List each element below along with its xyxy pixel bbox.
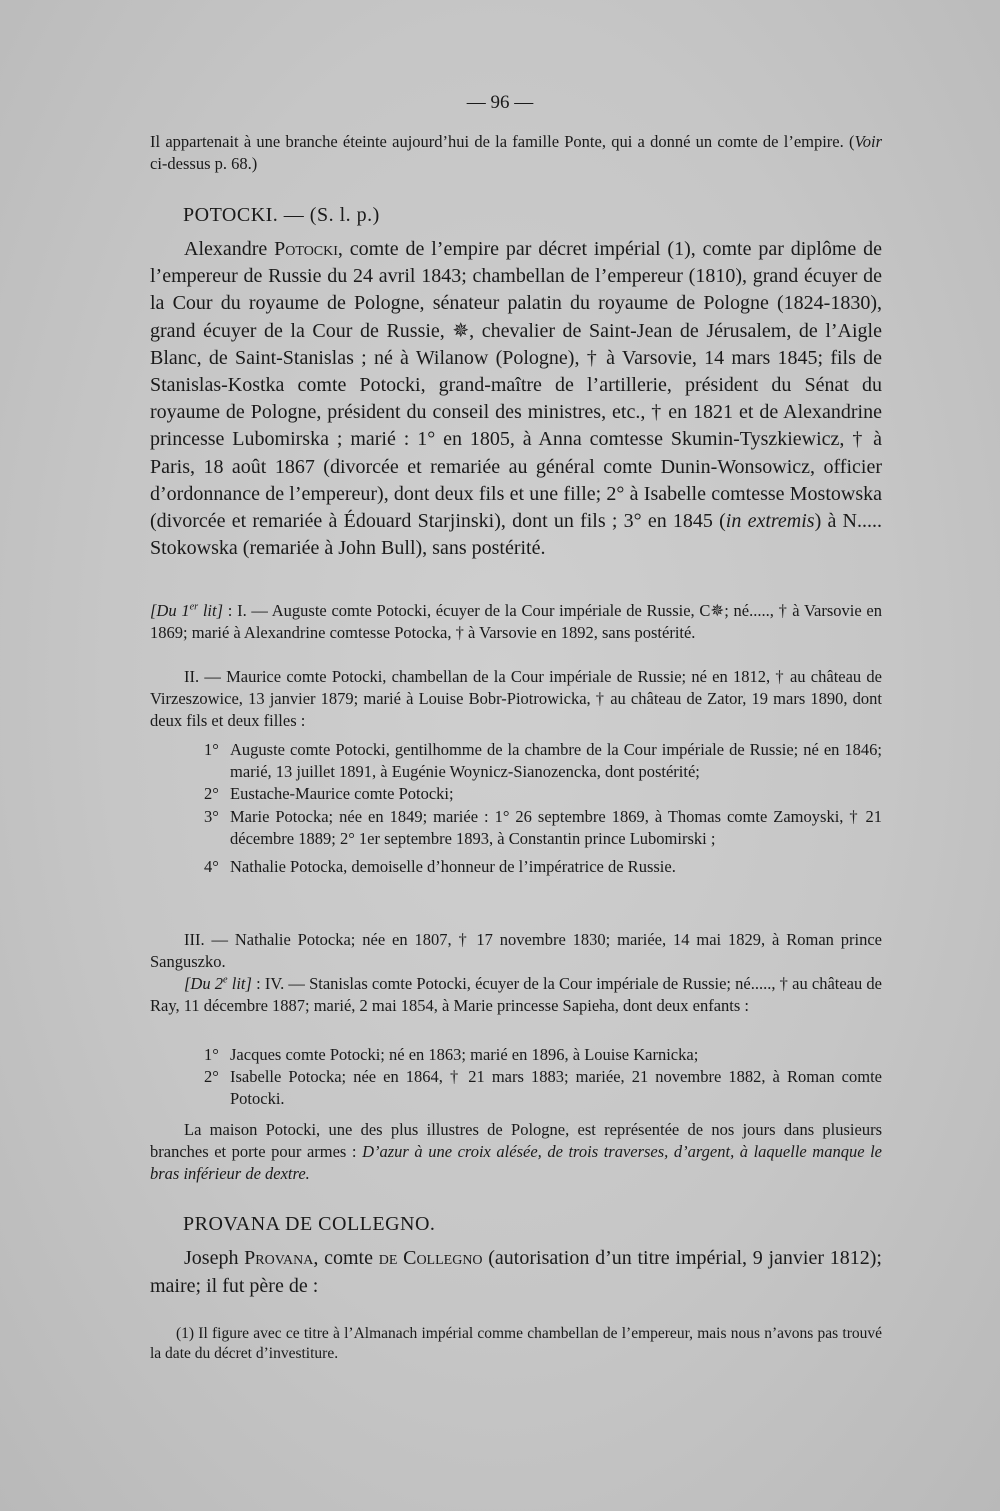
potocki-p1-c: ) à N..... Stokowska (remariée à John Bull), sans postérité. <box>150 510 882 560</box>
intro-text: Il appartenait à une branche éteinte aujourd’hui de la famille Ponte, qui a donné un comte de l’empire. ( <box>150 132 855 151</box>
intro-paragraph <box>150 131 882 175</box>
list-item: 1° Jacques comte Potocki; né en 1863; marié en 1896, à Louise Karnicka; <box>204 1045 699 1064</box>
arms-blazon: D’azur à une croix alésée, de trois traverses, d’argent, à laquelle manque le bras inférieur de dextre. <box>150 1142 882 1184</box>
son-1-text: : I. — Auguste comte Potocki, écuyer de la Cour impériale de Russie, C✵; né....., † à Varsovie en 1869; marié à Alexandrine comtesse Potocka, † à Varsovie en 1892, sans postérité. <box>150 601 882 643</box>
provana-title: de Collegno <box>378 1247 483 1269</box>
potocki-arms-paragraph <box>150 1119 882 1186</box>
intro-voir: Voir <box>854 132 882 151</box>
potocki-son-4 <box>150 973 882 1017</box>
potocki-heading: POTOCKI. — (S. l. p.) <box>183 204 380 226</box>
provana-main-paragraph <box>150 1245 882 1300</box>
list-item: 4° Nathalie Potocka, demoiselle d’honneur de l’impératrice de Russie. <box>204 857 676 877</box>
son-4-children-list <box>204 1044 882 1111</box>
list-item: 3° Marie Potocka; née en 1849; mariée : 1° 26 septembre 1869, à Thomas comte Zamoyski, † 21 décembre 1889; 2° 1er septembre 1893, à Constantin prince Lubomirski ; <box>204 806 882 848</box>
potocki-main-paragraph <box>150 236 882 562</box>
potocki-p1-b: , comte de l’empire par décret impérial (1), comte par diplôme de l’empereur de Russie du 24 avril 1843; chambellan de l’empereur (1810), grand écuyer de la Cour du royaume de Pologne, sénateur palatin du royaume de Pologne (1824-1830), grand écuyer de la Cour de Russie, ✵, chevalier de Saint-Jean de Jérusalem, de l’Aigle Blanc, de Saint-Stanislas ; né à Wilanow (Pologne), † à Varsovie, 14 mars 1845; fils de Stanislas-Kostka comte Potocki, grand-maître de l’artillerie, président du Sénat du royaume de Pologne, président du conseil des ministres, etc., † en 1821 et de Alexandrine princesse Lubomirska ; marié : 1° en 1805, à Anna comtesse Skumin-Tyszkiewicz, † à Paris, 18 août 1867 (divorcée et remariée au général comte Dunin-Wonsowicz, officier d’ordonnance de l’empereur), dont deux fils et une fille; 2° à Isabelle comtesse Mostowska (divorcée et remariée à Édouard Starjinski), dont un fils ; 3° en 1845 ( <box>150 238 882 533</box>
intro-end: ci-dessus p. 68.) <box>150 154 258 173</box>
potocki-in-extremis: in extremis <box>725 510 815 533</box>
provana-heading: PROVANA DE COLLEGNO. <box>183 1213 436 1235</box>
arms-intro: La maison Potocki, une des plus illustres de Pologne, est représentée de nos jours dans plusieurs branches et porte pour armes : <box>150 1120 882 1162</box>
potocki-name: Potocki <box>274 238 338 260</box>
list-item: 1° Auguste comte Potocki, gentilhomme de la chambre de la Cour impériale de Russie; né en 1846; marié, 13 juillet 1891, à Eugénie Woynicz-Sianozencka, dont postérité; <box>204 740 882 782</box>
list-item: 2° Eustache-Maurice comte Potocki; <box>204 784 454 804</box>
list-item: 2° Isabelle Potocka; née en 1864, † 21 mars 1883; mariée, 21 novembre 1882, à Roman comte Potocki. <box>204 1067 882 1109</box>
first-marriage-label: [Du 1er lit] <box>150 601 224 620</box>
footnote: (1) Il figure avec ce titre à l’Almanach impérial comme chambellan de l’empereur, mais nous n’avons pas trouvé la date du décret d’investiture. <box>150 1325 882 1362</box>
provana-name: Provana <box>244 1247 314 1269</box>
second-marriage-label: [Du 2e lit] <box>184 974 252 993</box>
potocki-son-2: II. — Maurice comte Potocki, chambellan de la Cour impériale de Russie; né en 1812, † au château de Virzeszowice, 13 janvier 1879; marié à Louise Bobr-Piotrowicka, † au château de Zator, 19 mars 1890, dont deux fils et deux filles : <box>150 667 882 731</box>
page-number: — 96 — <box>466 92 534 113</box>
son-2-children-list <box>204 739 882 878</box>
potocki-son-1 <box>150 600 882 644</box>
provana-p1-a: Joseph <box>184 1247 245 1269</box>
son-4-text: : IV. — Stanislas comte Potocki, écuyer de la Cour impériale de Russie; né....., † au château de Ray, 11 décembre 1887; marié, 2 mai 1854, à Marie princesse Sapieha, dont deux enfants : <box>150 974 882 1016</box>
potocki-daughter-3: III. — Nathalie Potocka; née en 1807, † 17 novembre 1830; mariée, 14 mai 1829, à Roman prince Sanguszko. <box>150 930 882 972</box>
potocki-p1-a: Alexandre <box>184 238 275 260</box>
provana-p1-b: , comte <box>313 1247 379 1269</box>
provana-p1-c: (autorisation d’un titre impérial, 9 janvier 1812); maire; il fut père de : <box>150 1247 882 1297</box>
